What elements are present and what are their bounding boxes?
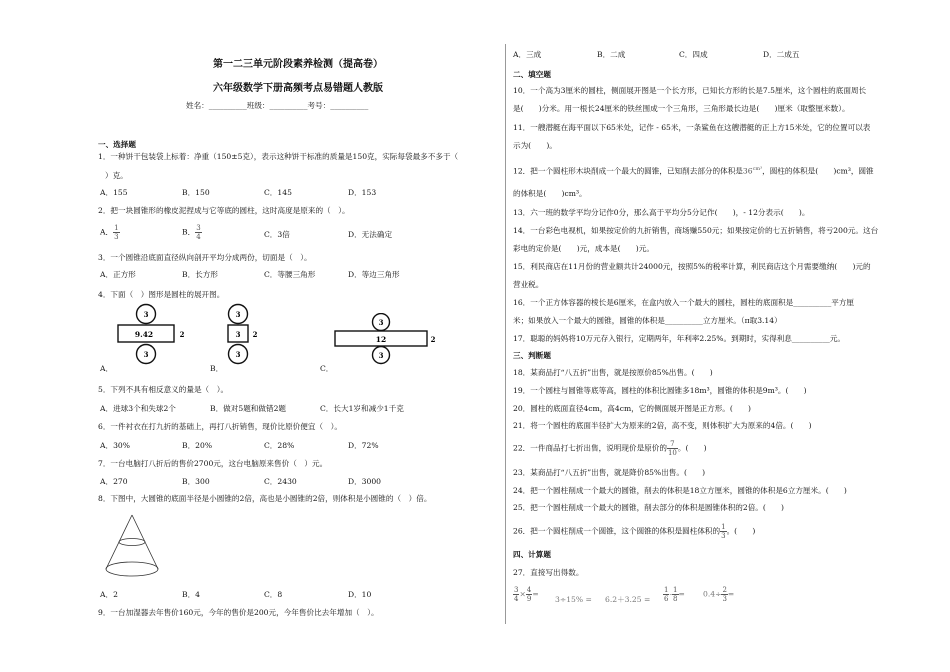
q3-option-a[interactable]: A．正方形	[100, 270, 136, 279]
q3-option-d[interactable]: D．等边三角形	[348, 270, 400, 279]
q2-option-a-fraction	[113, 224, 119, 241]
section-judgement: 三、判断题	[513, 351, 551, 360]
question-14: 14．一台彩色电视机，如果按定价的九折销售，商场赚550元；如果按定价的七五折销售，将亏200元。这台	[513, 226, 879, 235]
frac-numerator: 4	[526, 586, 532, 594]
section-calculation: 四、计算题	[513, 550, 551, 559]
q9-option-d[interactable]: D．二成五	[763, 50, 800, 59]
q8-option-c[interactable]: C．8	[264, 590, 283, 599]
calc-equals: =	[678, 589, 685, 599]
question-13: 13．六一班的数学平均分记作0分，那么高于平均分5分记作( )，- 12分表示( )。	[513, 208, 810, 217]
frac-numerator: 3	[514, 586, 519, 594]
frac-numerator: 1	[114, 224, 119, 232]
question-26	[513, 523, 755, 540]
figure-label: 2	[430, 335, 436, 344]
calc-item-4	[663, 586, 685, 603]
q8-option-b[interactable]: B．4	[182, 590, 201, 599]
figure-label: 2	[179, 330, 185, 339]
question-15-cont: 营业税。	[513, 280, 544, 289]
question-1: 1．一种饼干包装袋上标着：净重（150±5克），表示这种饼干标准的质量是150克，实际每袋最多不多于（	[98, 152, 459, 161]
q26-text: 26．把一个圆柱削成一个圆锥，这个圆锥的体积是圆柱体积的	[513, 526, 721, 536]
q7-option-c[interactable]: C．2430	[264, 477, 297, 486]
q7-option-b[interactable]: B．300	[182, 477, 210, 486]
q6-option-c[interactable]: C．28%	[264, 441, 295, 450]
figure-label: 9.42	[134, 330, 154, 339]
question-9: 9．一台加湿器去年售价160元，今年的售价是200元，今年售价比去年增加（ ）。	[98, 608, 379, 617]
question-14-cont: 彩电的定价是( )元，成本是( )元。	[513, 244, 654, 253]
figure-label: 3	[143, 310, 149, 319]
q4-figure-c	[331, 313, 441, 373]
calc-item-3: 6.2＋3.25 =	[605, 595, 651, 604]
exam-title: 第一二三单元阶段素养检测（提高卷）	[213, 59, 383, 70]
column-divider	[505, 44, 506, 624]
calc-operator: -	[669, 589, 673, 599]
q1-option-a[interactable]: A．155	[100, 188, 128, 197]
q22-text-cont: 。( )	[677, 443, 707, 453]
calc-operator: ×	[519, 589, 526, 599]
question-21: 21．将一个圆柱的底面半径扩大为原来的2倍，高不变，则体积扩大为原来的4倍。( )	[513, 421, 812, 430]
q9-option-a[interactable]: A．三成	[513, 50, 542, 59]
figure-label: 3	[378, 318, 384, 327]
figure-label: 3	[143, 350, 149, 359]
q2-option-a[interactable]	[100, 224, 120, 241]
q1-option-b[interactable]: B．150	[182, 188, 210, 197]
question-16-cont: 米；如果放入一个最大的圆锥，圆锥的体积是__________立方厘米。（π取3.14）	[513, 316, 782, 325]
calc-equals: =	[727, 589, 735, 599]
question-11: 11．一艘潜艇在海平面以下65米处，记作 - 65米，一条鲨鱼在这艘潜艇的正上方15米处，它的位置可以表	[513, 123, 871, 132]
frac-numerator: 1	[721, 523, 726, 531]
question-19: 19．一个圆柱与圆锥等底等高，圆柱的体积比圆锥多18m³，圆锥的体积是9m³。( )	[513, 386, 807, 395]
q4-figure-b	[223, 303, 263, 367]
q2-option-b-label: B．	[182, 227, 196, 237]
q5-option-a[interactable]: A．进球3个和失球2个	[100, 404, 176, 413]
q2-option-a-label: A．	[100, 227, 114, 237]
q5-option-c[interactable]: C．长大1岁和减少1千克	[320, 404, 404, 413]
q5-option-b[interactable]: B．做对5题和做错2题	[210, 404, 286, 413]
figure-label: 2	[252, 330, 258, 339]
q4-figure-a	[112, 303, 187, 367]
question-1-cont: ）克。	[105, 171, 128, 180]
q1-option-c[interactable]: C．145	[264, 188, 292, 197]
question-11-cont: 示为( )。	[513, 141, 557, 150]
q22-fraction	[667, 440, 678, 457]
q8-option-a[interactable]: A．2	[100, 590, 118, 599]
q9-option-b[interactable]: B．二成	[597, 50, 626, 59]
q12-text-cont: ，圆柱的体积是( )cm³，圆锥	[762, 166, 874, 176]
q22-text: 22．一件商品打七折出售，说明现价是原价的	[513, 443, 667, 453]
question-12-cont: 的体积是( )cm³。	[513, 189, 587, 198]
frac-numerator: 2	[722, 586, 727, 594]
question-16: 16．一个正方体容器的棱长是6厘米，在盒内放入一个最大的圆柱，圆柱的底面积是__________平方厘	[513, 298, 855, 307]
frac-denominator: 9	[526, 595, 532, 603]
small-cone-base	[119, 539, 145, 546]
section-choice: 一、选择题	[98, 140, 136, 149]
q12-unit: cm³	[752, 166, 763, 172]
q6-option-d[interactable]: D．72%	[348, 441, 379, 450]
q2-option-d[interactable]: D．无法确定	[348, 230, 393, 239]
calc-item-5	[703, 586, 734, 603]
question-20: 20．圆柱的底面直径4cm，高4cm，它的侧面展开图是正方形。( )	[513, 404, 751, 413]
section-fill-in: 二、填空题	[513, 70, 551, 79]
question-24: 24．把一个圆柱削成一个最大的圆锥，削去的体积是18立方厘米，圆锥的体积是6立方厘米。( )	[513, 486, 847, 495]
q3-option-c[interactable]: C．等腰三角形	[264, 270, 316, 279]
q12-text: 12．把一个圆柱形木块削成一个最大的圆锥，已知削去部分的体积是	[513, 166, 743, 176]
q2-option-c[interactable]: C．3倍	[264, 230, 290, 239]
frac-denominator: 3	[722, 595, 727, 603]
question-15: 15．利民商店在11月份的营业额共计24000元，按照5%的税率计算，利民商店这个月需要缴纳( )元的	[513, 262, 871, 271]
question-10-cont: 是( )分米。用一根长24厘米的铁丝围成一个三角形，三角形最长边是( )厘米（取整厘米数）。	[513, 104, 850, 113]
calc-dividend: 0.4÷	[703, 589, 722, 599]
question-4: 4．下面（ ）图形是圆柱的展开图。	[98, 290, 225, 299]
question-2: 2．把一块圆锥形的橡皮泥捏成与它等底的圆柱，这时高度是原来的（ ）。	[98, 206, 350, 215]
frac-denominator: 4	[196, 233, 201, 241]
student-info-line: 姓名：__________班级：__________考号：__________	[186, 101, 369, 110]
q12-value: 36	[742, 166, 753, 176]
q3-option-b[interactable]: B．长方形	[182, 270, 218, 279]
q7-option-a[interactable]: A．270	[100, 477, 128, 486]
frac-denominator: 10	[667, 449, 677, 457]
question-17: 17．聪聪的妈妈将10万元存入银行，定期两年，年利率2.25%。到期时，实得利息__________元。	[513, 334, 846, 343]
figure-label: 3	[378, 351, 384, 360]
q2-option-b[interactable]	[182, 224, 202, 241]
frac-numerator: 1	[664, 586, 669, 594]
q4-option-b[interactable]: B．	[210, 364, 224, 373]
calc-equals: =	[532, 589, 539, 599]
cone-base	[106, 562, 158, 576]
q8-cone-figure	[102, 513, 162, 579]
question-6: 6．一件衬衣在打九折的基础上，再打八折销售，现价比原价便宜（ ）。	[98, 422, 343, 431]
question-5: 5．下列不具有相反意义的量是（ ）。	[98, 385, 229, 394]
question-10: 10．一个高为3厘米的圆柱，侧面展开图是一个长方形，已知长方形的长是7.5厘米，这个圆柱的底面周长	[513, 86, 867, 95]
question-23: 23．某商品打“八五折”出售，就是降价85%出售。( )	[513, 468, 706, 477]
question-22	[513, 440, 707, 457]
question-27: 27．直接写出得数。	[513, 568, 584, 577]
q8-option-d[interactable]: D．10	[348, 590, 372, 599]
frac-numerator: 7	[667, 440, 678, 449]
q26-text-cont: 。( )	[726, 526, 756, 536]
frac-denominator: 8	[673, 595, 678, 603]
figure-label: 12	[375, 335, 387, 344]
q4-option-a[interactable]: A．	[100, 364, 114, 373]
frac-denominator: 6	[664, 595, 669, 603]
q9-option-c[interactable]: C．四成	[679, 50, 708, 59]
figure-label: 3	[235, 310, 241, 319]
frac-denominator: 3	[721, 532, 726, 540]
q7-option-d[interactable]: D．3000	[348, 477, 382, 486]
frac-numerator: 1	[673, 586, 678, 594]
question-12	[513, 164, 874, 177]
exam-subtitle: 六年级数学下册高频考点易错题人教版	[213, 83, 383, 94]
q4-option-c[interactable]: C．	[320, 364, 334, 373]
question-7: 7．一台电脑打八折后的售价2700元，这台电脑原来售价（ ）元。	[98, 459, 328, 468]
q2-option-b-fraction	[195, 224, 201, 241]
figure-label: 3	[235, 330, 241, 339]
question-18: 18．某商品打“八五折”出售，就是按原价85%出售。( )	[513, 368, 713, 377]
frac-denominator: 3	[114, 233, 119, 241]
frac-numerator: 3	[196, 224, 201, 232]
q6-option-a[interactable]: A．30%	[100, 441, 130, 450]
q1-option-d[interactable]: D．153	[348, 188, 377, 197]
frac-denominator: 4	[514, 595, 519, 603]
figure-label: 3	[235, 350, 241, 359]
question-25: 25．把一个圆柱削成一个最大的圆锥，削去部分的体积是圆锥体积的2倍。( )	[513, 503, 785, 512]
calc-item-1	[513, 586, 539, 603]
q6-option-b[interactable]: B．20%	[182, 441, 213, 450]
calc-item-2: 3÷15% =	[555, 595, 592, 604]
question-3: 3．一个圆锥沿底面直径纵向剖开平均分成两份，切面是（ ）。	[98, 253, 312, 262]
question-8: 8．下图中，大圆锥的底面半径是小圆锥的2倍，高也是小圆锥的2倍，则体积是小圆锥的（ ）倍。	[98, 494, 432, 503]
